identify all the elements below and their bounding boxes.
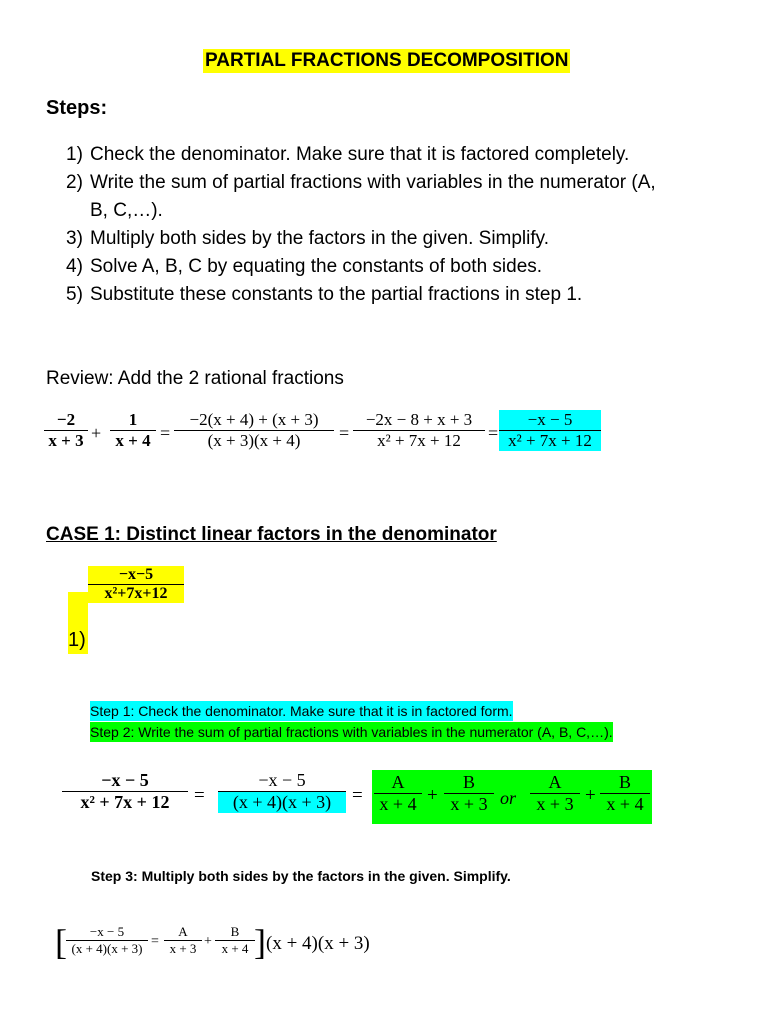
denominator: x + 4 [600, 793, 650, 815]
case-heading: CASE 1: Distinct linear factors in the denominator [46, 524, 497, 545]
numerator: −x−5 [118, 566, 154, 583]
fraction [218, 770, 346, 813]
numerator: A [548, 772, 562, 792]
plus-sign: + [91, 423, 102, 443]
fraction [530, 772, 580, 815]
step-number: 5) [66, 284, 83, 305]
multiply-factor: (x + 4)(x + 3) [266, 933, 370, 954]
fraction [66, 924, 148, 957]
numerator: B [230, 924, 240, 939]
numerator: A [391, 772, 405, 792]
steps-heading: Steps: [46, 97, 108, 119]
highlighted-result-fraction [499, 410, 601, 451]
highlighted-denominator: (x + 4)(x + 3) [218, 791, 346, 813]
denominator: x + 3 [444, 793, 494, 815]
step-number: 4) [66, 256, 83, 277]
numerator: B [462, 772, 475, 792]
highlight-block [68, 592, 88, 628]
denominator: x² + 7x + 12 [353, 430, 485, 451]
list-item [66, 253, 726, 281]
step-text: Write the sum of partial fractions with variables in the numerator (A, [90, 172, 656, 193]
denominator: x + 3 [44, 430, 88, 451]
numerator: A [178, 924, 188, 939]
fraction [164, 924, 202, 957]
steps-list [66, 141, 726, 309]
denominator: x + 3 [530, 793, 580, 815]
equals-sign: = [352, 785, 363, 806]
step-number: 2) [66, 172, 83, 193]
denominator: x + 4 [215, 940, 255, 957]
numerator: −2x − 8 + x + 3 [365, 410, 473, 429]
numerator: B [618, 772, 631, 792]
equals-sign: = [194, 785, 205, 806]
step-text: Solve A, B, C by equating the constants of both sides. [90, 256, 543, 277]
step-number: 1) [66, 144, 83, 165]
denominator: x² + 7x + 12 [62, 791, 188, 813]
denominator: x + 4 [110, 430, 156, 451]
numerator: −2(x + 4) + (x + 3) [189, 410, 319, 429]
plus-sign: + [204, 934, 212, 949]
equals-sign: = [488, 423, 499, 443]
list-item [66, 281, 726, 309]
step3-heading: Step 3: Multiply both sides by the factors in the given. Simplify. [91, 868, 511, 884]
numerator: −2 [56, 410, 76, 429]
step-text-continued: B, C,…). [90, 200, 163, 221]
denominator: x + 4 [374, 793, 422, 815]
numerator: −x − 5 [258, 770, 306, 790]
plus-sign: + [427, 785, 438, 806]
numerator: −x − 5 [527, 410, 573, 429]
fraction [174, 410, 334, 451]
fraction [353, 410, 485, 451]
or-text: or [500, 788, 517, 808]
fraction [215, 924, 255, 957]
step1-note: Step 1: Check the denominator. Make sure that it is in factored form. [90, 703, 513, 719]
numerator: 1 [128, 410, 138, 429]
denominator: (x + 4)(x + 3) [66, 940, 148, 957]
numerator: −x − 5 [89, 924, 125, 939]
list-item [66, 169, 726, 225]
numerator: −x − 5 [101, 770, 149, 790]
review-label: Review: Add the 2 rational fractions [46, 368, 344, 389]
fraction [444, 772, 494, 815]
list-item [66, 225, 726, 253]
list-item [66, 141, 726, 169]
left-bracket: [ [55, 922, 67, 962]
step-text: Check the denominator. Make sure that it is factored completely. [90, 144, 630, 165]
denominator: x²+7x+12 [88, 584, 184, 603]
fraction [110, 410, 156, 451]
problem-number: 1) [68, 626, 88, 654]
step-text: Multiply both sides by the factors in the given. Simplify. [90, 228, 550, 249]
fraction [62, 770, 188, 813]
fraction [600, 772, 650, 815]
step-number: 3) [66, 228, 83, 249]
page-title: PARTIAL FRACTIONS DECOMPOSITION [205, 50, 569, 71]
denominator: x² + 7x + 12 [499, 430, 601, 451]
fraction [374, 772, 422, 815]
step2-note: Step 2: Write the sum of partial fractions with variables in the numerator (A, B, C,…). [90, 724, 613, 740]
equals-sign: = [151, 934, 159, 949]
plus-sign: + [585, 785, 596, 806]
equals-sign: = [160, 423, 171, 443]
denominator: x + 3 [164, 940, 202, 957]
step-text: Substitute these constants to the partial fractions in step 1. [90, 284, 583, 305]
denominator: (x + 3)(x + 4) [174, 430, 334, 451]
problem-fraction [88, 566, 184, 603]
equals-sign: = [339, 423, 350, 443]
right-bracket: ] [254, 922, 266, 962]
fraction [44, 410, 88, 451]
